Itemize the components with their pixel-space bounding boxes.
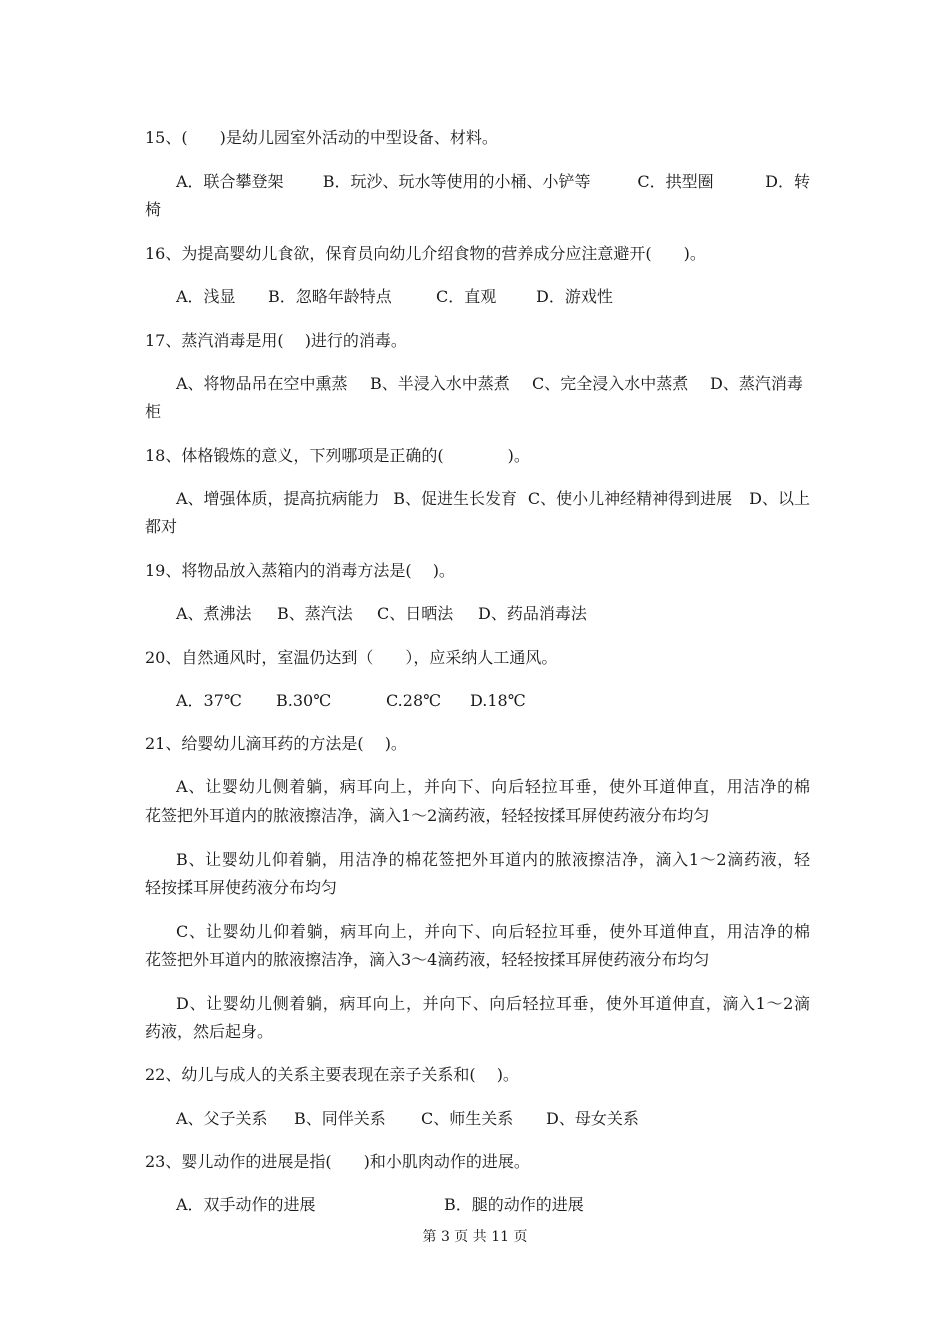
question-17-options [176, 374, 810, 394]
question-20-options [176, 691, 810, 711]
question-18-stem: 18、体格锻炼的意义，下列哪项是正确的( )。 [145, 446, 530, 465]
question-21-option-a-line-2: 花签把外耳道内的脓液擦洁净，滴入1～2滴药液，轻轻按揉耳屏使药液分布均匀 [145, 806, 710, 825]
question-17-option-c: C、完全浸入水中蒸煮 [532, 374, 689, 393]
question-15-stem: 15、( )是幼儿园室外活动的中型设备、材料。 [145, 128, 498, 147]
question-22-option-d: D、母女关系 [546, 1109, 639, 1128]
question-18-option-d: D、以上 [749, 489, 810, 508]
question-15-option-c: C．拱型圈 [637, 172, 714, 191]
question-22-options [176, 1109, 810, 1129]
question-20-stem: 20、自然通风时，室温仍达到（ ），应采纳人工通风。 [145, 648, 558, 667]
question-19-stem: 19、将物品放入蒸箱内的消毒方法是( )。 [145, 561, 455, 580]
question-19-option-c: C、日晒法 [377, 604, 454, 623]
question-23-stem: 23、婴儿动作的进展是指( )和小肌肉动作的进展。 [145, 1152, 530, 1171]
question-21-option-d-line-1: D、让婴幼儿侧着躺，病耳向上，并向下、向后轻拉耳垂，使外耳道伸直，滴入1～2滴 [176, 994, 810, 1013]
question-21-stem: 21、给婴幼儿滴耳药的方法是( )。 [145, 734, 407, 753]
question-16-option-d: D．游戏性 [536, 287, 613, 306]
question-19-options [176, 604, 810, 624]
question-20-option-a: A．37℃ [176, 691, 242, 710]
question-16-option-c: C．直观 [436, 287, 497, 306]
question-17-stem: 17、蒸汽消毒是用( )进行的消毒。 [145, 331, 407, 350]
question-21-option-b-line-1: B、让婴幼儿仰着躺，用洁净的棉花签把外耳道内的脓液擦洁净，滴入1～2滴药液，轻 [176, 850, 810, 869]
question-21-option-b-line-2: 轻按揉耳屏使药液分布均匀 [145, 878, 338, 897]
question-16-options [176, 287, 810, 307]
page-footer: 第 3 页 共 11 页 [422, 1229, 528, 1245]
question-23-option-b: B．腿的动作的进展 [444, 1195, 584, 1214]
question-15-options [176, 172, 810, 192]
question-17-option-b: B、半浸入水中蒸煮 [370, 374, 510, 393]
question-15-option-a: A．联合攀登架 [176, 172, 284, 191]
question-19-option-d: D、药品消毒法 [478, 604, 587, 623]
question-17-options-wrap: 柜 [145, 402, 162, 421]
question-21-option-c-line-2: 花签把外耳道内的脓液擦洁净，滴入3～4滴药液，轻轻按揉耳屏使药液分布均匀 [145, 950, 710, 969]
question-21-option-d-line-2: 药液，然后起身。 [145, 1022, 274, 1041]
question-22-stem: 22、幼儿与成人的关系主要表现在亲子关系和( )。 [145, 1065, 519, 1084]
question-21-option-a-line-1: A、让婴幼儿侧着躺，病耳向上，并向下、向后轻拉耳垂，使外耳道伸直，用洁净的棉 [176, 777, 810, 796]
question-18-option-c: C、使小儿神经精神得到进展 [527, 489, 733, 508]
question-18-option-a: A、增强体质，提高抗病能力 [176, 489, 380, 508]
question-15-option-b: B．玩沙、玩水等使用的小桶、小铲等 [322, 172, 591, 191]
question-22-option-a: A、父子关系 [176, 1109, 268, 1128]
question-15-options-wrap: 椅 [145, 200, 162, 219]
question-19-option-a: A、煮沸法 [176, 604, 252, 623]
question-20-option-d: D.18℃ [470, 691, 526, 710]
question-20-option-c: C.28℃ [386, 691, 442, 710]
question-18-option-b: B、促进生长发育 [393, 489, 518, 508]
question-20-option-b: B.30℃ [276, 691, 332, 710]
question-17-option-d: D、蒸汽消毒 [710, 374, 803, 393]
question-16-option-b: B．忽略年龄特点 [268, 287, 392, 306]
question-16-stem: 16、为提高婴幼儿食欲，保育员向幼儿介绍食物的营养成分应注意避开( )。 [145, 244, 706, 263]
question-22-option-b: B、同伴关系 [294, 1109, 386, 1128]
question-18-options-wrap: 都对 [145, 517, 178, 536]
question-16-option-a: A．浅显 [176, 287, 236, 306]
question-19-option-b: B、蒸汽法 [277, 604, 353, 623]
question-15-option-d: D．转 [765, 172, 810, 191]
question-23-option-a: A．双手动作的进展 [176, 1195, 316, 1214]
question-18-options [176, 489, 810, 509]
question-17-option-a: A、将物品吊在空中熏蒸 [176, 374, 348, 393]
question-22-option-c: C、师生关系 [421, 1109, 514, 1128]
question-23-options [176, 1195, 810, 1215]
question-21-option-c-line-1: C、让婴幼儿仰着躺，病耳向上，并向下、向后轻拉耳垂，使外耳道伸直，用洁净的棉 [176, 922, 810, 941]
